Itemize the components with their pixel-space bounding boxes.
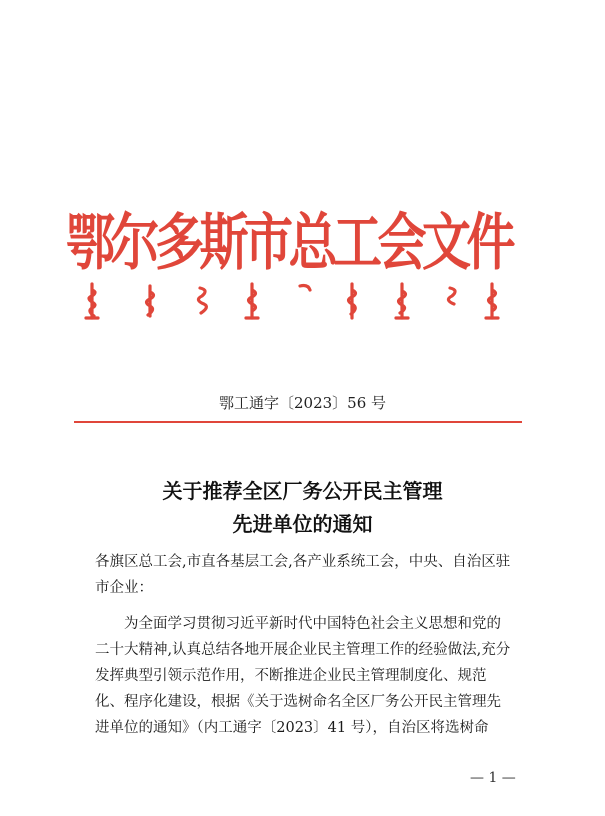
recipients: 各旗区总工会,市直各基层工会,各产业系统工会，中央、自治区驻市企业： <box>95 554 511 596</box>
mongolian-word-3 <box>198 288 206 313</box>
body-paragraph: 为全面学习贯彻习近平新时代中国特色社会主义思想和党的二十大精神,认真总结各地开展企业民主管理工作的经验做法,充分发挥典型引领示范作用，不断推进企业民主管理制度化、规范化、程序化建设，根据《关于选树命名全区厂务公开民主管理先进单位的通知》（内工通字〔2023〕41 号），自治区将选树命 <box>95 616 511 736</box>
mongolian-word-6 <box>349 284 356 318</box>
document-title-line-2: 先进单位的通知 <box>232 512 373 536</box>
mongolian-word-8 <box>448 288 455 304</box>
document-number: 鄂工通字〔2023〕56 号 <box>218 394 387 412</box>
mongolian-word-5 <box>300 286 310 291</box>
mongolian-word-4 <box>246 284 258 318</box>
mongolian-word-1 <box>86 284 98 318</box>
red-divider-line <box>74 421 522 423</box>
mongolian-word-9 <box>486 284 498 318</box>
mongolian-word-2 <box>147 286 154 316</box>
mongolian-script-title <box>80 278 520 324</box>
page-number: — 1 — <box>470 770 516 786</box>
document-title-line-1: 关于推荐全区厂务公开民主管理 <box>162 479 443 503</box>
mongolian-word-7 <box>396 284 408 318</box>
issuer-title: 鄂尔多斯市总工会文件 <box>66 205 512 279</box>
